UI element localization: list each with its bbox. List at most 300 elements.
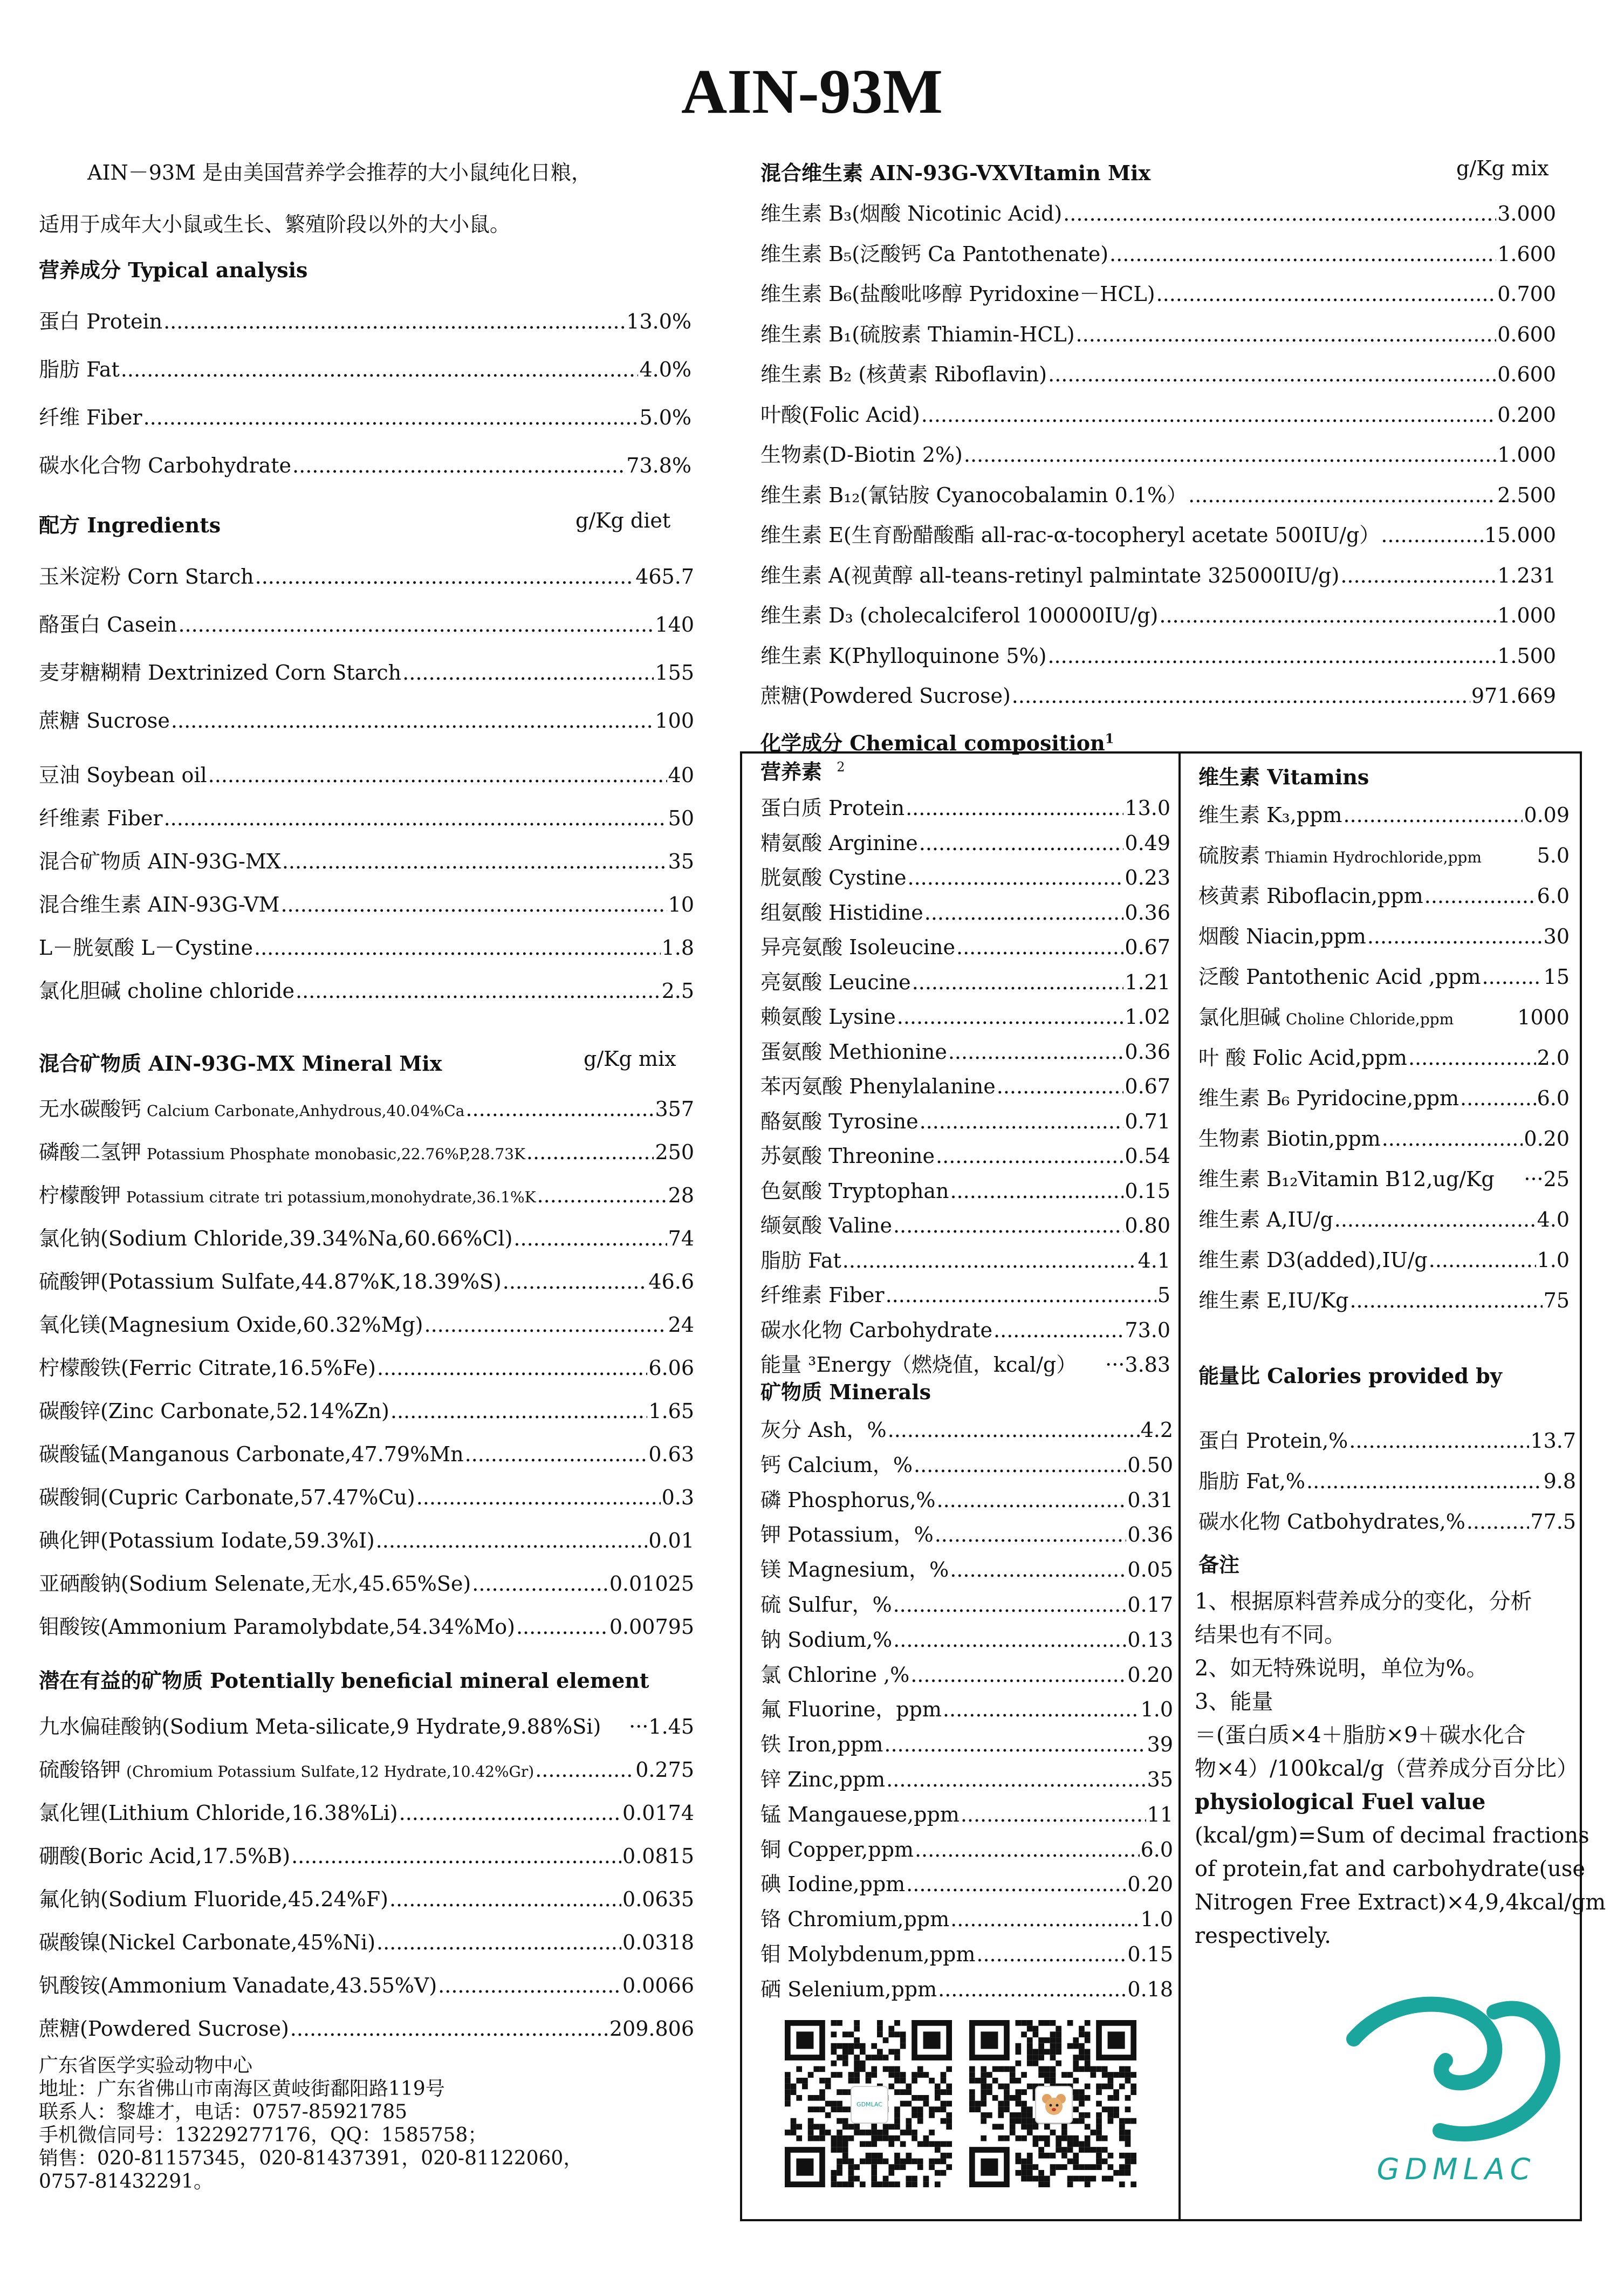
item-label: 维生素 A,IU/g (1198, 1208, 1333, 1231)
list-item (760, 1448, 1173, 1478)
leader-dots (997, 1074, 1124, 1098)
leader-dots (893, 1628, 1126, 1652)
leader-dots (1340, 564, 1496, 587)
list-item (760, 237, 1556, 267)
item-value: 1.000 (1497, 604, 1556, 627)
item-label: 钼酸铵(Ammonium Paramolybdate,54.34%Mo) (39, 1615, 515, 1639)
item-label: 铜 Copper,ppm (760, 1837, 914, 1861)
list-item (760, 1763, 1173, 1792)
item-value: 35 (668, 850, 694, 873)
calories-heading: 能量比 Calories provided by (1198, 1364, 1502, 1388)
item-value: 28 (668, 1183, 694, 1207)
fuel-line: Nitrogen Free Extract)×4,9,4kcal/gm (1195, 1890, 1606, 1915)
item-value: 15.000 (1484, 523, 1556, 547)
chemical-heading-text: 化学成分 Chemical composition (760, 731, 1105, 755)
item-value: 1.8 (661, 936, 694, 960)
leader-dots (503, 1270, 648, 1293)
fuel-line: respectively. (1195, 1924, 1331, 1948)
mobile-qq: 手机微信同号：13229277176，QQ：1585758； (39, 2124, 488, 2146)
list-item (1198, 1203, 1570, 1233)
qr-badge: GDMLAC (851, 2086, 888, 2124)
item-label: 维生素 A(视黄醇 all-teans-retinyl palmintate 325000IU/g) (760, 563, 1340, 587)
leader-dots (906, 1872, 1126, 1896)
item-label: 纤维 Fiber (39, 406, 142, 429)
item-label: 维生素 D₃ (cholecalciferol 100000IU/g) (760, 604, 1159, 627)
ingredients-unit: g/Kg diet (575, 509, 671, 532)
item-label: 混合维生素 AIN-93G-VM (39, 893, 280, 916)
list-item (760, 1518, 1173, 1548)
item-value: 39 (1147, 1733, 1173, 1757)
leader-dots (376, 1931, 621, 1954)
item-detail: (Chromium Potassium Sulfate,12 Hydrate,10.42%Gr) (126, 1763, 535, 1781)
list-item (1198, 1424, 1576, 1454)
item-value: 1.600 (1497, 242, 1556, 266)
chemical-sup: 1 (1105, 730, 1114, 747)
list-item (1198, 798, 1570, 828)
item-detail: Calcium Carbonate,Anhydrous,40.04%Ca (147, 1102, 465, 1120)
composition-divider (1178, 751, 1181, 2219)
list-item (760, 826, 1170, 856)
leader-dots (292, 454, 625, 477)
leader-dots (1156, 282, 1497, 306)
fuel-heading: physiological Fuel value (1195, 1789, 1486, 1815)
vitamin-mix-heading (760, 156, 1553, 186)
list-item (39, 1308, 694, 1338)
item-label: 氯 Chlorine ,% (760, 1662, 910, 1687)
leader-dots (163, 310, 625, 333)
item-label: 叶 酸 Folic Acid,ppm (1198, 1046, 1407, 1070)
item-value: 0.00795 (609, 1615, 694, 1639)
item-label: 亚硒酸钠(Sodium Selenate,无水,45.65%Se) (39, 1572, 471, 1596)
list-item (760, 930, 1170, 960)
item-label: 维生素 B₆(盐酸吡哆醇 Pyridoxine－HCL) (760, 282, 1155, 306)
item-value: 0.13 (1127, 1627, 1173, 1652)
item-value: 0.54 (1125, 1144, 1170, 1168)
mineral-mix-heading-text: 混合矿物质 AIN-93G-MX Mineral Mix (39, 1051, 442, 1076)
list-item (39, 931, 694, 961)
item-label: 组氨酸 Histidine (760, 900, 923, 925)
notes-body (1195, 1585, 1606, 1953)
item-label: 维生素 B₆ Pyridocine,ppm (1198, 1086, 1459, 1110)
item-value: 5 (1157, 1283, 1170, 1307)
item-label: 酪蛋白 Casein (39, 613, 177, 636)
qr-code-left[interactable] (785, 2020, 952, 2187)
item-value: 0.36 (1125, 900, 1170, 925)
item-label: 脂肪 Fat,% (1198, 1469, 1305, 1493)
leader-dots (465, 1442, 648, 1466)
list-item (39, 845, 694, 874)
minerals-heading: 矿物质 Minerals (760, 1380, 931, 1404)
item-value: 0.01 (648, 1529, 694, 1552)
list-item (39, 1394, 694, 1424)
item-value: 1.500 (1497, 644, 1556, 668)
item-value: 30 (1543, 925, 1570, 948)
item-label: 碘化钾(Potassium Iodate,59.3%I) (39, 1529, 375, 1552)
item-value: 75 (1543, 1289, 1570, 1312)
item-value: 0.71 (1125, 1109, 1170, 1133)
leader-dots (886, 1768, 1146, 1791)
item-value: 0.18 (1127, 1977, 1173, 2001)
list-item (760, 1244, 1170, 1274)
item-value: 0.50 (1127, 1453, 1173, 1477)
leader-dots (937, 1488, 1127, 1512)
item-label: 赖氨酸 Lysine (760, 1005, 896, 1029)
item-label: 氯化锂(Lithium Chloride,16.38%Li) (39, 1801, 398, 1825)
note-line: 1、根据原料营养成分的变化，分析 (1195, 1589, 1532, 1614)
list-item (760, 1348, 1170, 1378)
item-value: 5.0 (1537, 844, 1570, 867)
list-item (39, 449, 691, 478)
leader-dots (254, 936, 661, 960)
nutrients-heading-text: 营养素 (760, 759, 823, 784)
item-label: 维生素 E(生育酚醋酸酯 all-rac-α-tocopheryl acetate 500IU/g） (760, 523, 1380, 547)
item-label: 氯化钠(Sodium Chloride,39.34%Na,60.66%Cl) (39, 1227, 513, 1250)
leader-dots (950, 1558, 1126, 1582)
item-label: 九水偏硅酸钠(Sodium Meta-silicate,9 Hydrate,9.88%Si) (39, 1715, 601, 1738)
leader-dots (948, 1040, 1124, 1064)
item-label: 泛酸 Pantothenic Acid ,ppm (1198, 965, 1481, 989)
item-separator: ··· (629, 1715, 649, 1738)
item-label: 烟酸 Niacin,ppm (1198, 925, 1366, 948)
leader-dots (1076, 323, 1497, 346)
leader-dots (376, 1529, 648, 1552)
item-value: 6.0 (1537, 884, 1570, 908)
list-item (39, 1839, 694, 1869)
item-value: 3.83 (1125, 1353, 1170, 1377)
item-detail: Potassium citrate tri potassium,monohydrate,36.1%K (126, 1188, 536, 1206)
mouse-mascot-icon (1040, 2091, 1067, 2118)
leader-dots (513, 1227, 667, 1250)
fuel-line: (kcal/gm)=Sum of decimal fractions (1195, 1823, 1589, 1848)
list-item (760, 1139, 1170, 1169)
item-label: 硫酸钾(Potassium Sulfate,44.87%K,18.39%S) (39, 1270, 502, 1293)
address: 地址：广东省佛山市南海区黄岐街鄱阳路119号 (39, 2078, 445, 2100)
leader-dots (1349, 1429, 1529, 1453)
item-label: 生物素(D-Biotin 2%) (760, 443, 963, 467)
item-label: 蛋白质 Protein (760, 796, 905, 820)
leader-dots (537, 1183, 667, 1207)
item-value: 4.1 (1138, 1248, 1170, 1272)
item-label: 蔗糖(Powdered Sucrose) (760, 684, 1011, 708)
list-item (760, 966, 1170, 995)
vitamins-heading: 维生素 Vitamins (1198, 765, 1369, 789)
item-value: 100 (655, 709, 694, 733)
list-item (760, 1728, 1173, 1757)
item-value: 1.231 (1497, 563, 1556, 587)
item-value: 1.0 (1140, 1907, 1173, 1932)
item-value: 74 (668, 1227, 694, 1250)
item-value: 0.15 (1127, 1942, 1173, 1966)
list-item (39, 1438, 694, 1467)
list-item (1198, 1505, 1576, 1535)
beneficial-heading: 潜在有益的矿物质 Potentially beneficial mineral element (39, 1668, 649, 1693)
item-label: 麦芽糖糊精 Dextrinized Corn Starch (39, 661, 402, 685)
nutrients-sup: 2 (837, 759, 845, 775)
item-label: 氯化胆碱 choline chloride (39, 979, 294, 1003)
item-value: 13.0 (1125, 796, 1170, 820)
list-item (39, 1092, 694, 1122)
leader-dots (255, 565, 635, 588)
item-label: 碳水化合物 Carbohydrate (39, 454, 292, 477)
item-value: 0.600 (1497, 322, 1556, 346)
item-value: 0.67 (1125, 1074, 1170, 1098)
item-label: 维生素 B₅(泛酸钙 Ca Pantothenate) (760, 242, 1109, 266)
item-label: 维生素 K(Phylloquinone 5%) (760, 644, 1047, 668)
item-value: 11 (1147, 1802, 1173, 1826)
item-label: 生物素 Biotin,ppm (1198, 1127, 1381, 1151)
list-item (760, 1070, 1170, 1099)
item-label: 硫 Sulfur，% (760, 1593, 892, 1617)
item-value: 0.20 (1524, 1127, 1570, 1151)
item-value: 2.0 (1537, 1046, 1570, 1070)
leader-dots (389, 1887, 621, 1911)
item-value: 0.0815 (622, 1844, 694, 1868)
leader-dots (416, 1486, 661, 1509)
leader-dots (950, 1907, 1139, 1931)
item-value: 25 (1543, 1167, 1570, 1191)
list-item (760, 1973, 1173, 2002)
item-value: 1.0 (1140, 1697, 1173, 1722)
list-item (39, 704, 694, 734)
item-value: 357 (655, 1097, 694, 1121)
list-item (39, 1969, 694, 1998)
item-value: 73.8% (626, 454, 691, 477)
item-label: 维生素 K₃,ppm (1198, 803, 1342, 827)
list-item (39, 758, 694, 788)
leader-dots (914, 1453, 1126, 1477)
item-label: 钙 Calcium，% (760, 1453, 913, 1477)
item-label: 维生素 B₁₂Vitamin B12,ug/Kg (1198, 1167, 1495, 1191)
leader-dots (920, 1110, 1124, 1133)
leader-dots (290, 2017, 608, 2041)
item-label: 磷 Phosphorus,% (760, 1488, 936, 1512)
list-item (39, 1926, 694, 1955)
leader-dots (964, 443, 1496, 467)
item-value: 0.09 (1524, 803, 1570, 827)
item-value: 0.23 (1125, 866, 1170, 889)
item-label: 精氨酸 Arginine (760, 831, 918, 855)
list-item (760, 1278, 1170, 1308)
mineral-mix-heading (39, 1047, 697, 1077)
qr-code-right[interactable] (969, 2020, 1136, 2187)
contact-footer (39, 2054, 729, 2193)
item-value: 3.000 (1497, 202, 1556, 225)
intro-line: AIN－93M 是由美国营养学会推荐的大小鼠纯化日粮， (87, 161, 592, 184)
page-title: AIN-93M (681, 56, 943, 127)
item-label: 氯化胆碱 (1198, 1005, 1281, 1029)
leader-dots (465, 1097, 654, 1121)
mascot-badge (1035, 2086, 1073, 2124)
item-label: 硒 Selenium,ppm (760, 1977, 937, 2001)
ingredients-heading (39, 509, 686, 538)
leader-dots (1467, 1510, 1530, 1534)
list-item (760, 1553, 1173, 1583)
leader-dots (1408, 1046, 1536, 1070)
item-value: 24 (668, 1313, 694, 1337)
item-value: 0.3 (661, 1486, 694, 1509)
leader-dots (1367, 925, 1543, 948)
list-item (760, 478, 1556, 508)
item-label: 硫胺素 (1198, 844, 1260, 867)
list-item (760, 1105, 1170, 1134)
list-item (39, 1222, 694, 1251)
item-value: 13.0% (626, 310, 691, 333)
list-item (760, 1623, 1173, 1653)
leader-dots (936, 1144, 1123, 1168)
leader-dots (282, 850, 667, 873)
list-item (760, 861, 1170, 891)
leader-dots (915, 1838, 1140, 1861)
item-value: 465.7 (635, 565, 694, 588)
leader-dots (208, 763, 667, 787)
list-item (39, 401, 691, 430)
intro-line: 适用于成年大小鼠或生长、繁殖阶段以外的大小鼠。 (39, 213, 511, 236)
list-item (39, 1883, 694, 1912)
leader-dots (935, 1523, 1127, 1546)
item-value: 0.36 (1125, 1039, 1170, 1064)
leader-dots (1382, 1127, 1523, 1151)
list-item (760, 1483, 1173, 1513)
item-value: 1000 (1517, 1005, 1570, 1029)
list-item (760, 1000, 1170, 1030)
item-value: 0.01025 (609, 1572, 694, 1596)
list-item (760, 318, 1556, 347)
item-value: 0.200 (1497, 402, 1556, 427)
leader-dots (1047, 644, 1496, 668)
leader-dots (402, 661, 654, 685)
leader-dots (164, 806, 667, 830)
item-label: 核黄素 Riboflacin,ppm (1198, 884, 1423, 908)
item-label: 脂肪 Fat (760, 1248, 841, 1272)
list-item (1198, 879, 1570, 909)
note-line: ＝(蛋白质×4＋脂肪×9＋碳水化合 (1195, 1723, 1526, 1748)
list-item (1198, 1464, 1576, 1494)
item-value: 971.669 (1471, 684, 1556, 708)
org-name: 广东省医学实验动物中心 (39, 2055, 253, 2077)
list-item (39, 353, 691, 382)
leader-dots (938, 1977, 1126, 2001)
list-item (760, 679, 1556, 709)
leader-dots (910, 1663, 1126, 1687)
leader-dots (1012, 684, 1470, 708)
list-item (39, 560, 694, 590)
leader-dots (1159, 604, 1496, 627)
item-label: 硫酸铬钾 (39, 1758, 121, 1782)
list-item (39, 2012, 694, 2042)
item-label: 钼 Molybdenum,ppm (760, 1942, 976, 1966)
item-label: 蔗糖 Sucrose (39, 709, 170, 733)
item-label: 色氨酸 Tryptophan (760, 1179, 949, 1203)
item-label: 维生素 D3(added),IU/g (1198, 1248, 1428, 1272)
item-label: 磷酸二氢钾 (39, 1140, 142, 1164)
leader-dots (1349, 1289, 1542, 1312)
item-value: 0.600 (1497, 362, 1556, 386)
list-item (1198, 1001, 1570, 1030)
item-value: 0.36 (1127, 1523, 1173, 1547)
list-item (39, 1610, 694, 1640)
item-label: 纤维素 Fiber (760, 1283, 885, 1307)
item-value: 13.7 (1530, 1429, 1576, 1453)
item-value: 0.0318 (622, 1931, 694, 1954)
item-value: 0.80 (1125, 1214, 1170, 1237)
list-item (760, 398, 1556, 428)
list-item (39, 1135, 694, 1165)
item-label: 缬氨酸 Valine (760, 1214, 892, 1237)
leader-dots (1306, 1469, 1543, 1493)
nutrients-heading (760, 755, 845, 785)
notes-heading: 备注 (1198, 1552, 1240, 1577)
item-value: 0.67 (1125, 935, 1170, 959)
item-value: 6.06 (648, 1356, 694, 1380)
item-value: 77.5 (1530, 1510, 1576, 1534)
leader-dots (291, 1844, 621, 1868)
list-item (1198, 1284, 1570, 1313)
leader-dots (993, 1318, 1123, 1342)
list-item (760, 559, 1556, 588)
item-value: 1.000 (1497, 443, 1556, 467)
list-item (760, 1209, 1170, 1238)
leader-dots (535, 1758, 634, 1782)
item-value: 5.0% (639, 406, 691, 429)
item-label: 蔗糖(Powdered Sucrose) (39, 2017, 289, 2041)
leader-dots (897, 1005, 1124, 1029)
list-item (1198, 1082, 1570, 1111)
leader-dots (424, 1313, 667, 1337)
list-item (39, 1351, 694, 1381)
item-value: 4.0% (639, 358, 691, 381)
list-item (760, 518, 1556, 548)
note-line: 3、能量 (1195, 1689, 1273, 1714)
item-value: 73.0 (1125, 1318, 1170, 1342)
item-value: 0.05 (1127, 1558, 1173, 1582)
item-value: 6.0 (1140, 1837, 1173, 1861)
leader-dots (888, 1418, 1140, 1442)
item-label: 锰 Mangauese,ppm (760, 1802, 960, 1826)
list-item (760, 1693, 1173, 1722)
leader-dots (886, 1283, 1156, 1307)
list-item (760, 1035, 1170, 1065)
item-value: 6.0 (1537, 1086, 1570, 1110)
leader-dots (912, 970, 1124, 994)
leader-dots (1482, 965, 1542, 989)
list-item (39, 1753, 694, 1783)
list-item (760, 1413, 1173, 1443)
leader-dots (1109, 242, 1496, 266)
list-item (760, 1867, 1173, 1897)
leader-dots (526, 1140, 654, 1164)
item-value: 0.20 (1127, 1872, 1173, 1897)
item-value: 40 (668, 763, 694, 787)
leader-dots (919, 831, 1124, 855)
list-item (39, 1710, 694, 1740)
list-item (760, 1313, 1170, 1343)
item-label: 钾 Potassium，% (760, 1523, 934, 1547)
item-label: 碘 Iodine,ppm (760, 1872, 906, 1897)
item-label: 铁 Iron,ppm (760, 1733, 883, 1757)
leader-dots (399, 1801, 621, 1825)
item-label: 混合矿物质 AIN-93G-MX (39, 850, 281, 873)
intro (39, 147, 713, 250)
list-item (760, 599, 1556, 628)
item-value: 0.63 (648, 1442, 694, 1466)
list-item (760, 1833, 1173, 1863)
item-value: 4.2 (1140, 1418, 1173, 1442)
leader-dots (121, 358, 639, 381)
item-label: 无水碳酸钙 (39, 1097, 142, 1121)
item-label: 脂肪 Fat (39, 358, 120, 381)
list-item (760, 1588, 1173, 1618)
typical-heading: 营养成分 Typical analysis (39, 258, 308, 282)
